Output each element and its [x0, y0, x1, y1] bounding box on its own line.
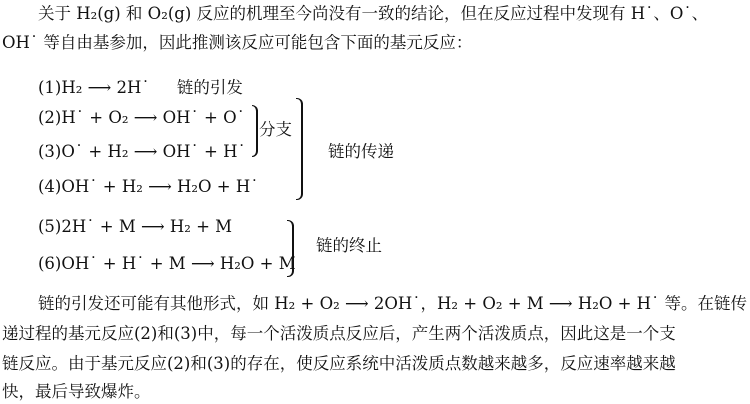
- reaction-1-note: 链的引发: [176, 78, 243, 97]
- conclusion-line-4: 快，最后导致爆炸。: [2, 382, 151, 401]
- conclusion-line-1: 链的引发还可能有其他形式，如 H₂ + O₂ ⟶ 2OH˙，H₂ + O₂ + M ⟶ H₂O + H˙ 等。在链传: [38, 294, 748, 313]
- propagation-brace: [296, 98, 303, 200]
- termination-brace: [287, 220, 294, 277]
- termination-label: 链的终止: [316, 236, 382, 255]
- reaction-2: (2)H˙ + O₂ ⟶ OH˙ + O˙: [38, 108, 245, 127]
- reaction-1: [38, 78, 243, 98]
- reaction-4: (4)OH˙ + H₂ ⟶ H₂O + H˙: [38, 177, 259, 196]
- conclusion-line-3: 链反应。由于基元反应(2)和(3)的存在，使反应系统中活泼质点数越来越多，反应速率越来越: [2, 354, 676, 373]
- reaction-5: (5)2H˙ + M ⟶ H₂ + M: [38, 217, 233, 236]
- propagation-label: 链的传递: [328, 142, 394, 161]
- branching-brace: [252, 105, 258, 157]
- reaction-6: (6)OH˙ + H˙ + M ⟶ H₂O + M: [38, 254, 296, 273]
- intro-line-1: 关于 H₂(g) 和 O₂(g) 反应的机理至今尚没有一致的结论，但在反应过程中发现有 H˙、O˙、: [38, 4, 709, 23]
- intro-line-2: OH˙ 等自由基参加，因此推测该反应可能包含下面的基元反应：: [2, 33, 473, 52]
- conclusion-line-2: 递过程的基元反应(2)和(3)中，每一个活泼质点反应后，产生两个活泼质点，因此这是一个支: [2, 324, 676, 343]
- reaction-3: (3)O˙ + H₂ ⟶ OH˙ + H˙: [38, 142, 246, 161]
- branching-label: 分支: [259, 120, 292, 139]
- reaction-1-equation: (1)H₂ ⟶ 2H˙: [38, 78, 150, 97]
